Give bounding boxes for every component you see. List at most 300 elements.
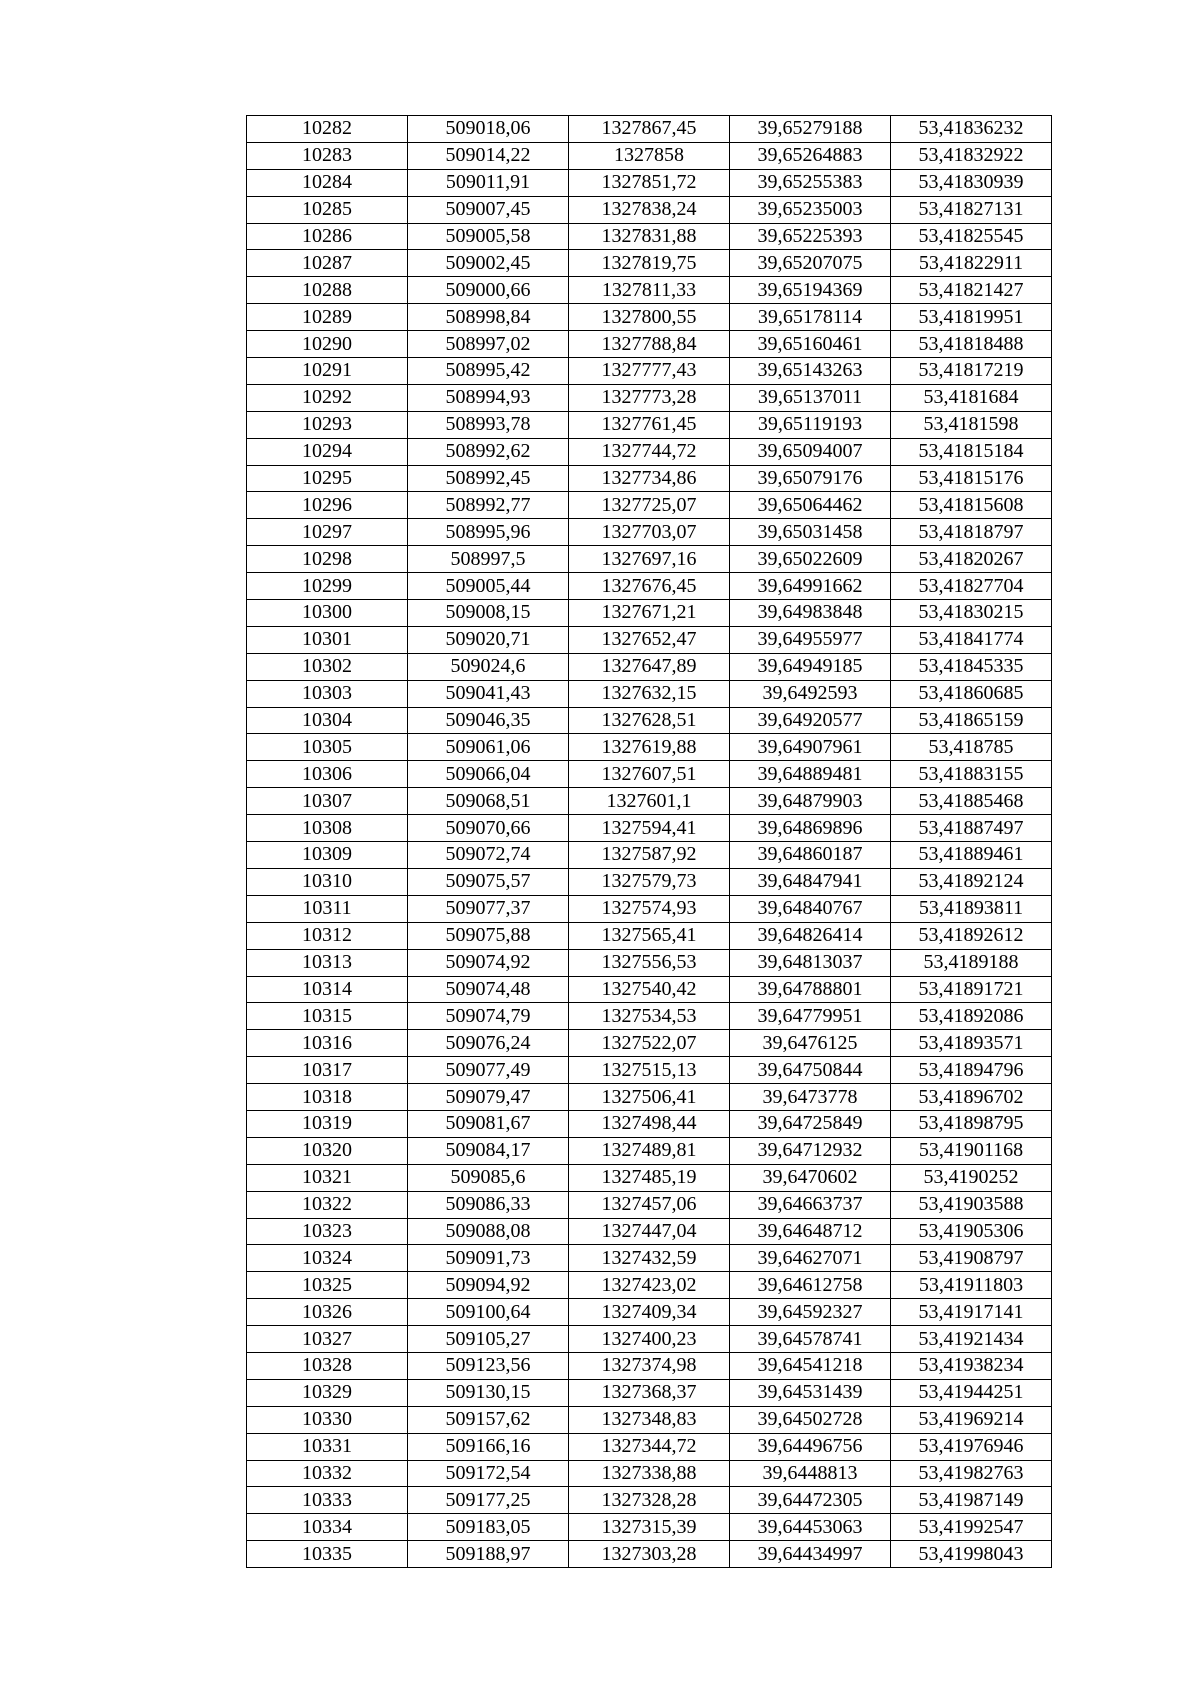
point-number-cell: 10302 — [247, 653, 408, 680]
latitude-cell: 53,41830939 — [891, 169, 1052, 196]
point-number-cell: 10323 — [247, 1218, 408, 1245]
longitude-cell: 39,64578741 — [730, 1326, 891, 1353]
table-row — [247, 600, 1052, 627]
y-coordinate-cell: 1327761,45 — [569, 411, 730, 438]
y-coordinate-cell: 1327344,72 — [569, 1433, 730, 1460]
latitude-cell: 53,41827704 — [891, 573, 1052, 600]
latitude-cell: 53,41887497 — [891, 815, 1052, 842]
x-coordinate-cell: 509008,15 — [408, 600, 569, 627]
point-number-cell: 10283 — [247, 142, 408, 169]
table-row — [247, 1487, 1052, 1514]
longitude-cell: 39,65079176 — [730, 465, 891, 492]
x-coordinate-cell: 509000,66 — [408, 277, 569, 304]
table-row — [247, 1245, 1052, 1272]
table-row — [247, 411, 1052, 438]
x-coordinate-cell: 509020,71 — [408, 626, 569, 653]
y-coordinate-cell: 1327800,55 — [569, 304, 730, 331]
y-coordinate-cell: 1327647,89 — [569, 653, 730, 680]
coordinates-table — [246, 115, 1052, 1568]
longitude-cell: 39,64434997 — [730, 1541, 891, 1568]
y-coordinate-cell: 1327579,73 — [569, 868, 730, 895]
y-coordinate-cell: 1327773,28 — [569, 384, 730, 411]
x-coordinate-cell: 509084,17 — [408, 1137, 569, 1164]
point-number-cell: 10285 — [247, 196, 408, 223]
table-row — [247, 384, 1052, 411]
x-coordinate-cell: 509086,33 — [408, 1191, 569, 1218]
y-coordinate-cell: 1327574,93 — [569, 895, 730, 922]
y-coordinate-cell: 1327409,34 — [569, 1299, 730, 1326]
table-row — [247, 116, 1052, 143]
longitude-cell: 39,64847941 — [730, 868, 891, 895]
latitude-cell: 53,41815176 — [891, 465, 1052, 492]
point-number-cell: 10331 — [247, 1433, 408, 1460]
point-number-cell: 10284 — [247, 169, 408, 196]
table-row — [247, 922, 1052, 949]
point-number-cell: 10320 — [247, 1137, 408, 1164]
latitude-cell: 53,41818797 — [891, 519, 1052, 546]
latitude-cell: 53,41891721 — [891, 976, 1052, 1003]
x-coordinate-cell: 509011,91 — [408, 169, 569, 196]
y-coordinate-cell: 1327457,06 — [569, 1191, 730, 1218]
longitude-cell: 39,65119193 — [730, 411, 891, 438]
latitude-cell: 53,41905306 — [891, 1218, 1052, 1245]
x-coordinate-cell: 509177,25 — [408, 1487, 569, 1514]
y-coordinate-cell: 1327400,23 — [569, 1326, 730, 1353]
table-row — [247, 196, 1052, 223]
table-row — [247, 1514, 1052, 1541]
longitude-cell: 39,64453063 — [730, 1514, 891, 1541]
point-number-cell: 10322 — [247, 1191, 408, 1218]
latitude-cell: 53,41969214 — [891, 1406, 1052, 1433]
latitude-cell: 53,41815184 — [891, 438, 1052, 465]
point-number-cell: 10313 — [247, 949, 408, 976]
point-number-cell: 10311 — [247, 895, 408, 922]
y-coordinate-cell: 1327703,07 — [569, 519, 730, 546]
latitude-cell: 53,41898795 — [891, 1110, 1052, 1137]
x-coordinate-cell: 509005,58 — [408, 223, 569, 250]
y-coordinate-cell: 1327788,84 — [569, 331, 730, 358]
point-number-cell: 10289 — [247, 304, 408, 331]
latitude-cell: 53,41818488 — [891, 331, 1052, 358]
x-coordinate-cell: 509076,24 — [408, 1030, 569, 1057]
point-number-cell: 10306 — [247, 761, 408, 788]
x-coordinate-cell: 508994,93 — [408, 384, 569, 411]
x-coordinate-cell: 509157,62 — [408, 1406, 569, 1433]
longitude-cell: 39,6448813 — [730, 1460, 891, 1487]
latitude-cell: 53,41830215 — [891, 600, 1052, 627]
y-coordinate-cell: 1327423,02 — [569, 1272, 730, 1299]
x-coordinate-cell: 508992,45 — [408, 465, 569, 492]
point-number-cell: 10292 — [247, 384, 408, 411]
longitude-cell: 39,64592327 — [730, 1299, 891, 1326]
table-row — [247, 788, 1052, 815]
longitude-cell: 39,64627071 — [730, 1245, 891, 1272]
longitude-cell: 39,6473778 — [730, 1084, 891, 1111]
longitude-cell: 39,64879903 — [730, 788, 891, 815]
x-coordinate-cell: 509088,08 — [408, 1218, 569, 1245]
table-row — [247, 1191, 1052, 1218]
latitude-cell: 53,41865159 — [891, 707, 1052, 734]
table-row — [247, 1003, 1052, 1030]
longitude-cell: 39,65279188 — [730, 116, 891, 143]
longitude-cell: 39,65137011 — [730, 384, 891, 411]
y-coordinate-cell: 1327338,88 — [569, 1460, 730, 1487]
latitude-cell: 53,41998043 — [891, 1541, 1052, 1568]
point-number-cell: 10310 — [247, 868, 408, 895]
y-coordinate-cell: 1327565,41 — [569, 922, 730, 949]
y-coordinate-cell: 1327725,07 — [569, 492, 730, 519]
table-row — [247, 761, 1052, 788]
table-row — [247, 949, 1052, 976]
table-row — [247, 519, 1052, 546]
latitude-cell: 53,41893571 — [891, 1030, 1052, 1057]
latitude-cell: 53,41992547 — [891, 1514, 1052, 1541]
y-coordinate-cell: 1327534,53 — [569, 1003, 730, 1030]
point-number-cell: 10308 — [247, 815, 408, 842]
x-coordinate-cell: 508998,84 — [408, 304, 569, 331]
latitude-cell: 53,4189188 — [891, 949, 1052, 976]
latitude-cell: 53,41860685 — [891, 680, 1052, 707]
longitude-cell: 39,6492593 — [730, 680, 891, 707]
table-row — [247, 1379, 1052, 1406]
table-row — [247, 142, 1052, 169]
y-coordinate-cell: 1327515,13 — [569, 1057, 730, 1084]
latitude-cell: 53,41901168 — [891, 1137, 1052, 1164]
longitude-cell: 39,65143263 — [730, 358, 891, 385]
table-row — [247, 653, 1052, 680]
longitude-cell: 39,64955977 — [730, 626, 891, 653]
point-number-cell: 10327 — [247, 1326, 408, 1353]
coordinates-table-body — [247, 116, 1052, 1568]
longitude-cell: 39,65178114 — [730, 304, 891, 331]
table-row — [247, 1460, 1052, 1487]
point-number-cell: 10312 — [247, 922, 408, 949]
latitude-cell: 53,41892124 — [891, 868, 1052, 895]
point-number-cell: 10315 — [247, 1003, 408, 1030]
point-number-cell: 10329 — [247, 1379, 408, 1406]
y-coordinate-cell: 1327315,39 — [569, 1514, 730, 1541]
latitude-cell: 53,41832922 — [891, 142, 1052, 169]
x-coordinate-cell: 509079,47 — [408, 1084, 569, 1111]
point-number-cell: 10286 — [247, 223, 408, 250]
longitude-cell: 39,65022609 — [730, 546, 891, 573]
x-coordinate-cell: 509046,35 — [408, 707, 569, 734]
table-row — [247, 169, 1052, 196]
point-number-cell: 10328 — [247, 1352, 408, 1379]
longitude-cell: 39,64920577 — [730, 707, 891, 734]
point-number-cell: 10294 — [247, 438, 408, 465]
longitude-cell: 39,65225393 — [730, 223, 891, 250]
latitude-cell: 53,41836232 — [891, 116, 1052, 143]
point-number-cell: 10316 — [247, 1030, 408, 1057]
table-row — [247, 492, 1052, 519]
latitude-cell: 53,41883155 — [891, 761, 1052, 788]
longitude-cell: 39,64983848 — [730, 600, 891, 627]
latitude-cell: 53,41817219 — [891, 358, 1052, 385]
table-row — [247, 626, 1052, 653]
table-row — [247, 842, 1052, 869]
y-coordinate-cell: 1327831,88 — [569, 223, 730, 250]
table-row — [247, 1541, 1052, 1568]
point-number-cell: 10301 — [247, 626, 408, 653]
longitude-cell: 39,64991662 — [730, 573, 891, 600]
x-coordinate-cell: 509105,27 — [408, 1326, 569, 1353]
table-row — [247, 546, 1052, 573]
y-coordinate-cell: 1327671,21 — [569, 600, 730, 627]
y-coordinate-cell: 1327744,72 — [569, 438, 730, 465]
y-coordinate-cell: 1327851,72 — [569, 169, 730, 196]
longitude-cell: 39,64750844 — [730, 1057, 891, 1084]
longitude-cell: 39,64889481 — [730, 761, 891, 788]
point-number-cell: 10326 — [247, 1299, 408, 1326]
latitude-cell: 53,41944251 — [891, 1379, 1052, 1406]
point-number-cell: 10282 — [247, 116, 408, 143]
x-coordinate-cell: 509077,37 — [408, 895, 569, 922]
x-coordinate-cell: 508993,78 — [408, 411, 569, 438]
y-coordinate-cell: 1327540,42 — [569, 976, 730, 1003]
longitude-cell: 39,64496756 — [730, 1433, 891, 1460]
x-coordinate-cell: 509074,92 — [408, 949, 569, 976]
point-number-cell: 10307 — [247, 788, 408, 815]
longitude-cell: 39,64531439 — [730, 1379, 891, 1406]
x-coordinate-cell: 508997,5 — [408, 546, 569, 573]
y-coordinate-cell: 1327697,16 — [569, 546, 730, 573]
x-coordinate-cell: 508995,96 — [408, 519, 569, 546]
latitude-cell: 53,41885468 — [891, 788, 1052, 815]
y-coordinate-cell: 1327348,83 — [569, 1406, 730, 1433]
latitude-cell: 53,41893811 — [891, 895, 1052, 922]
latitude-cell: 53,41896702 — [891, 1084, 1052, 1111]
x-coordinate-cell: 509070,66 — [408, 815, 569, 842]
point-number-cell: 10333 — [247, 1487, 408, 1514]
longitude-cell: 39,64712932 — [730, 1137, 891, 1164]
y-coordinate-cell: 1327858 — [569, 142, 730, 169]
x-coordinate-cell: 508995,42 — [408, 358, 569, 385]
point-number-cell: 10332 — [247, 1460, 408, 1487]
longitude-cell: 39,65194369 — [730, 277, 891, 304]
y-coordinate-cell: 1327607,51 — [569, 761, 730, 788]
x-coordinate-cell: 509005,44 — [408, 573, 569, 600]
longitude-cell: 39,6470602 — [730, 1164, 891, 1191]
table-row — [247, 1406, 1052, 1433]
longitude-cell: 39,64840767 — [730, 895, 891, 922]
table-row — [247, 438, 1052, 465]
table-row — [247, 250, 1052, 277]
point-number-cell: 10288 — [247, 277, 408, 304]
x-coordinate-cell: 509091,73 — [408, 1245, 569, 1272]
table-row — [247, 573, 1052, 600]
point-number-cell: 10330 — [247, 1406, 408, 1433]
point-number-cell: 10314 — [247, 976, 408, 1003]
longitude-cell: 39,64663737 — [730, 1191, 891, 1218]
y-coordinate-cell: 1327594,41 — [569, 815, 730, 842]
x-coordinate-cell: 509007,45 — [408, 196, 569, 223]
table-row — [247, 680, 1052, 707]
latitude-cell: 53,4181684 — [891, 384, 1052, 411]
x-coordinate-cell: 509085,6 — [408, 1164, 569, 1191]
x-coordinate-cell: 509074,79 — [408, 1003, 569, 1030]
latitude-cell: 53,418785 — [891, 734, 1052, 761]
latitude-cell: 53,41892086 — [891, 1003, 1052, 1030]
table-row — [247, 1110, 1052, 1137]
latitude-cell: 53,4181598 — [891, 411, 1052, 438]
longitude-cell: 39,65255383 — [730, 169, 891, 196]
longitude-cell: 39,64612758 — [730, 1272, 891, 1299]
longitude-cell: 39,65094007 — [730, 438, 891, 465]
latitude-cell: 53,41820267 — [891, 546, 1052, 573]
y-coordinate-cell: 1327328,28 — [569, 1487, 730, 1514]
longitude-cell: 39,64779951 — [730, 1003, 891, 1030]
x-coordinate-cell: 509094,92 — [408, 1272, 569, 1299]
point-number-cell: 10321 — [247, 1164, 408, 1191]
point-number-cell: 10295 — [247, 465, 408, 492]
longitude-cell: 39,64813037 — [730, 949, 891, 976]
y-coordinate-cell: 1327867,45 — [569, 116, 730, 143]
y-coordinate-cell: 1327632,15 — [569, 680, 730, 707]
longitude-cell: 39,64648712 — [730, 1218, 891, 1245]
latitude-cell: 53,41845335 — [891, 653, 1052, 680]
x-coordinate-cell: 509123,56 — [408, 1352, 569, 1379]
latitude-cell: 53,41917141 — [891, 1299, 1052, 1326]
point-number-cell: 10324 — [247, 1245, 408, 1272]
table-row — [247, 1218, 1052, 1245]
point-number-cell: 10298 — [247, 546, 408, 573]
y-coordinate-cell: 1327374,98 — [569, 1352, 730, 1379]
point-number-cell: 10299 — [247, 573, 408, 600]
point-number-cell: 10296 — [247, 492, 408, 519]
table-row — [247, 465, 1052, 492]
y-coordinate-cell: 1327498,44 — [569, 1110, 730, 1137]
table-row — [247, 1084, 1052, 1111]
table-row — [247, 1272, 1052, 1299]
y-coordinate-cell: 1327506,41 — [569, 1084, 730, 1111]
table-row — [247, 895, 1052, 922]
x-coordinate-cell: 509075,88 — [408, 922, 569, 949]
x-coordinate-cell: 509074,48 — [408, 976, 569, 1003]
latitude-cell: 53,41889461 — [891, 842, 1052, 869]
longitude-cell: 39,64826414 — [730, 922, 891, 949]
latitude-cell: 53,41892612 — [891, 922, 1052, 949]
point-number-cell: 10317 — [247, 1057, 408, 1084]
longitude-cell: 39,64860187 — [730, 842, 891, 869]
y-coordinate-cell: 1327777,43 — [569, 358, 730, 385]
table-row — [247, 223, 1052, 250]
x-coordinate-cell: 509166,16 — [408, 1433, 569, 1460]
point-number-cell: 10334 — [247, 1514, 408, 1541]
longitude-cell: 39,64788801 — [730, 976, 891, 1003]
latitude-cell: 53,41938234 — [891, 1352, 1052, 1379]
x-coordinate-cell: 509018,06 — [408, 116, 569, 143]
longitude-cell: 39,65064462 — [730, 492, 891, 519]
table-row — [247, 1057, 1052, 1084]
x-coordinate-cell: 509172,54 — [408, 1460, 569, 1487]
table-row — [247, 1030, 1052, 1057]
y-coordinate-cell: 1327652,47 — [569, 626, 730, 653]
y-coordinate-cell: 1327368,37 — [569, 1379, 730, 1406]
table-row — [247, 815, 1052, 842]
x-coordinate-cell: 509041,43 — [408, 680, 569, 707]
table-row — [247, 358, 1052, 385]
longitude-cell: 39,64502728 — [730, 1406, 891, 1433]
latitude-cell: 53,41827131 — [891, 196, 1052, 223]
x-coordinate-cell: 509061,06 — [408, 734, 569, 761]
table-row — [247, 277, 1052, 304]
longitude-cell: 39,64869896 — [730, 815, 891, 842]
x-coordinate-cell: 509100,64 — [408, 1299, 569, 1326]
x-coordinate-cell: 509188,97 — [408, 1541, 569, 1568]
latitude-cell: 53,41894796 — [891, 1057, 1052, 1084]
point-number-cell: 10319 — [247, 1110, 408, 1137]
point-number-cell: 10303 — [247, 680, 408, 707]
x-coordinate-cell: 509130,15 — [408, 1379, 569, 1406]
point-number-cell: 10309 — [247, 842, 408, 869]
latitude-cell: 53,41825545 — [891, 223, 1052, 250]
table-row — [247, 976, 1052, 1003]
latitude-cell: 53,41976946 — [891, 1433, 1052, 1460]
x-coordinate-cell: 509077,49 — [408, 1057, 569, 1084]
table-row — [247, 1164, 1052, 1191]
table-row — [247, 304, 1052, 331]
latitude-cell: 53,41903588 — [891, 1191, 1052, 1218]
x-coordinate-cell: 509183,05 — [408, 1514, 569, 1541]
y-coordinate-cell: 1327556,53 — [569, 949, 730, 976]
y-coordinate-cell: 1327628,51 — [569, 707, 730, 734]
y-coordinate-cell: 1327811,33 — [569, 277, 730, 304]
x-coordinate-cell: 508992,77 — [408, 492, 569, 519]
x-coordinate-cell: 509014,22 — [408, 142, 569, 169]
point-number-cell: 10304 — [247, 707, 408, 734]
y-coordinate-cell: 1327587,92 — [569, 842, 730, 869]
x-coordinate-cell: 509024,6 — [408, 653, 569, 680]
x-coordinate-cell: 508992,62 — [408, 438, 569, 465]
latitude-cell: 53,41921434 — [891, 1326, 1052, 1353]
x-coordinate-cell: 508997,02 — [408, 331, 569, 358]
longitude-cell: 39,65207075 — [730, 250, 891, 277]
latitude-cell: 53,41841774 — [891, 626, 1052, 653]
longitude-cell: 39,64472305 — [730, 1487, 891, 1514]
latitude-cell: 53,41982763 — [891, 1460, 1052, 1487]
y-coordinate-cell: 1327447,04 — [569, 1218, 730, 1245]
y-coordinate-cell: 1327619,88 — [569, 734, 730, 761]
y-coordinate-cell: 1327485,19 — [569, 1164, 730, 1191]
table-row — [247, 734, 1052, 761]
x-coordinate-cell: 509002,45 — [408, 250, 569, 277]
longitude-cell: 39,6476125 — [730, 1030, 891, 1057]
point-number-cell: 10293 — [247, 411, 408, 438]
longitude-cell: 39,64725849 — [730, 1110, 891, 1137]
latitude-cell: 53,41911803 — [891, 1272, 1052, 1299]
latitude-cell: 53,4190252 — [891, 1164, 1052, 1191]
table-row — [247, 707, 1052, 734]
point-number-cell: 10335 — [247, 1541, 408, 1568]
x-coordinate-cell: 509072,74 — [408, 842, 569, 869]
y-coordinate-cell: 1327838,24 — [569, 196, 730, 223]
point-number-cell: 10305 — [247, 734, 408, 761]
x-coordinate-cell: 509081,67 — [408, 1110, 569, 1137]
table-row — [247, 331, 1052, 358]
longitude-cell: 39,65160461 — [730, 331, 891, 358]
table-row — [247, 1433, 1052, 1460]
x-coordinate-cell: 509066,04 — [408, 761, 569, 788]
latitude-cell: 53,41987149 — [891, 1487, 1052, 1514]
longitude-cell: 39,64907961 — [730, 734, 891, 761]
y-coordinate-cell: 1327734,86 — [569, 465, 730, 492]
table-row — [247, 1326, 1052, 1353]
y-coordinate-cell: 1327522,07 — [569, 1030, 730, 1057]
latitude-cell: 53,41821427 — [891, 277, 1052, 304]
y-coordinate-cell: 1327432,59 — [569, 1245, 730, 1272]
y-coordinate-cell: 1327601,1 — [569, 788, 730, 815]
